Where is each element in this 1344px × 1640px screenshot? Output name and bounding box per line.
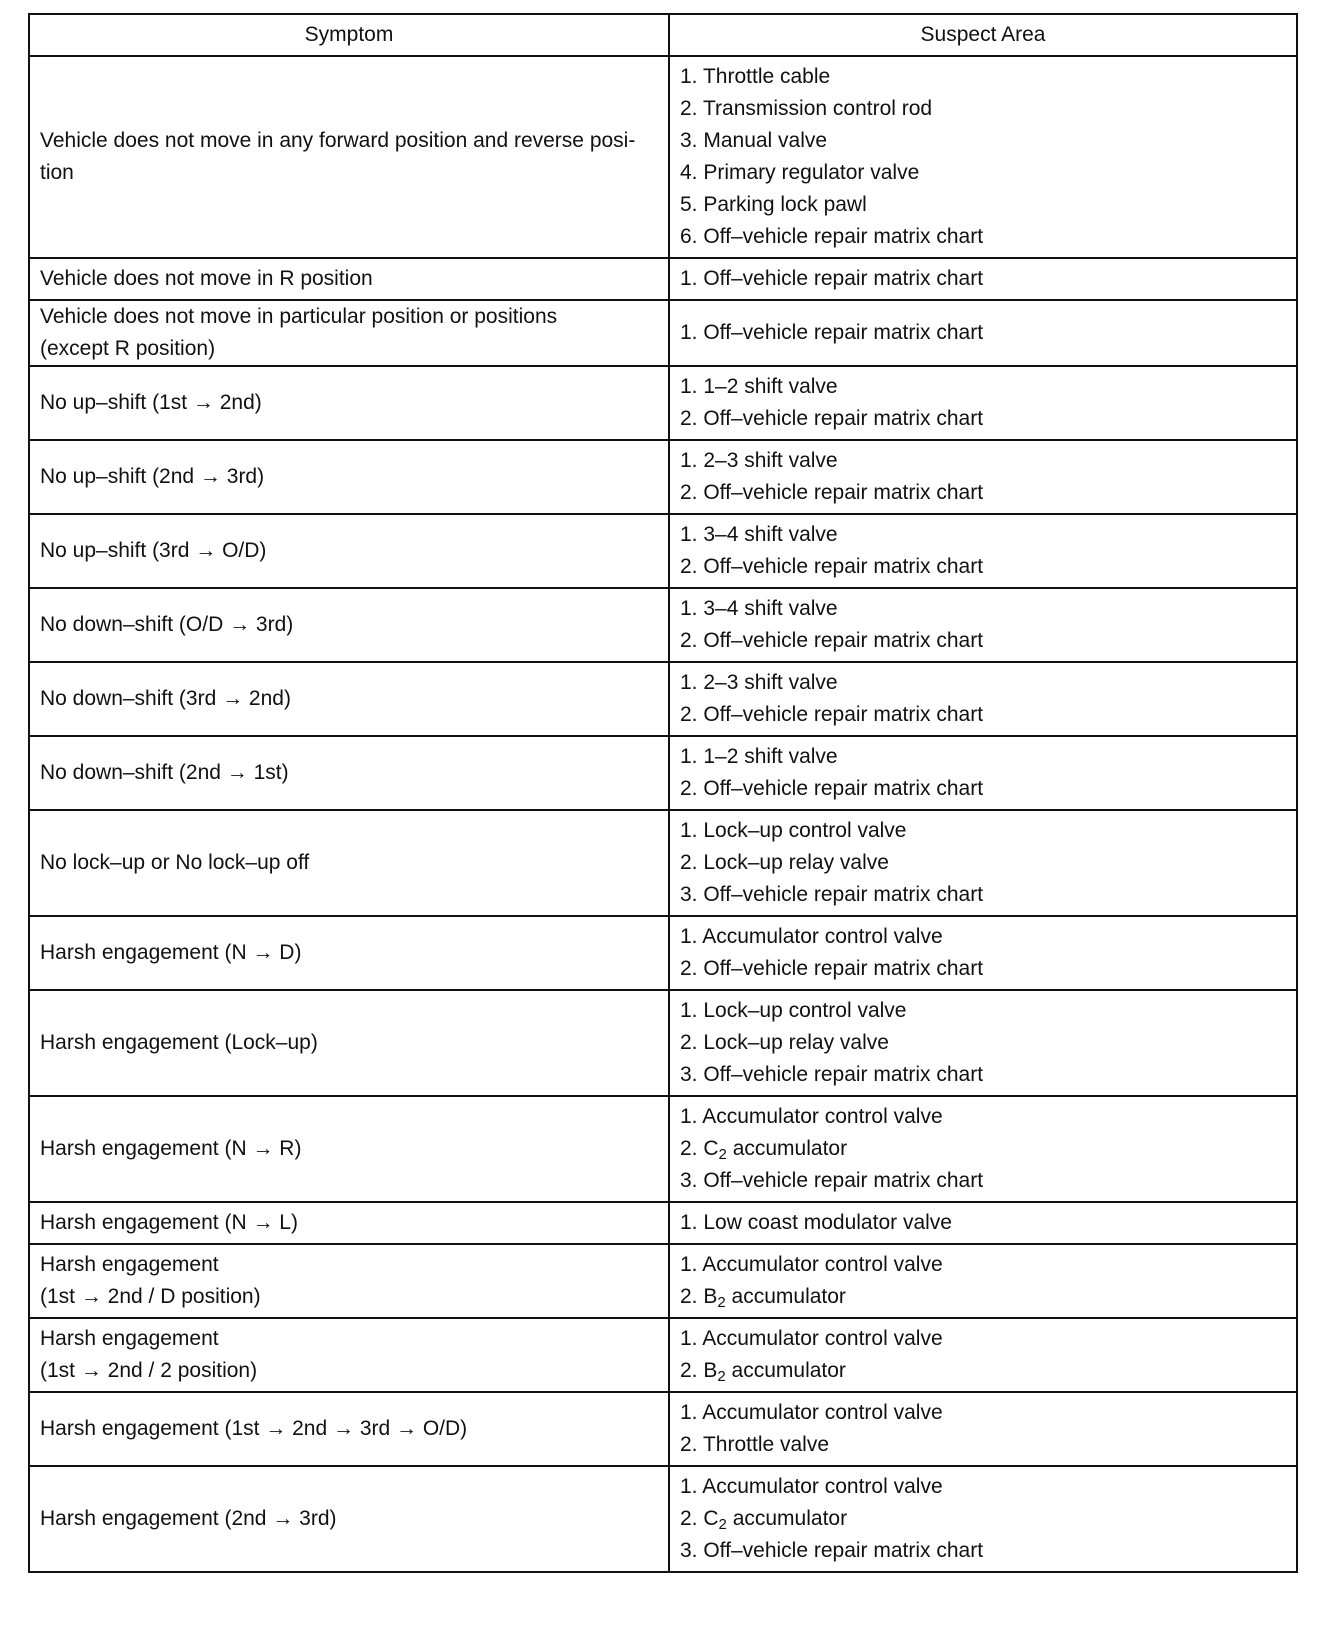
suspect-area-item: 1. 2–3 shift valve — [680, 671, 838, 694]
suspect-area-cell — [669, 1202, 1297, 1244]
suspect-area-item: 2. Throttle valve — [680, 1433, 830, 1456]
suspect-area-item: 1. Off–vehicle repair matrix chart — [680, 267, 984, 290]
suspect-area-item: 2. Off–vehicle repair matrix chart — [680, 629, 984, 652]
suspect-area-item: 3. Off–vehicle repair matrix chart — [680, 883, 984, 906]
suspect-area-cell — [669, 1096, 1297, 1202]
suspect-area-cell — [669, 736, 1297, 810]
suspect-area-item: 1. 3–4 shift valve — [680, 597, 838, 620]
table-row — [29, 300, 1297, 366]
suspect-area-item: 1. Low coast modulator valve — [680, 1211, 952, 1234]
suspect-area-item: 1. Accumulator control valve — [680, 1327, 943, 1350]
suspect-area-cell — [669, 662, 1297, 736]
symptom-column-header: Symptom — [29, 14, 669, 56]
table-row — [29, 440, 1297, 514]
suspect-area-item: 2. Off–vehicle repair matrix chart — [680, 407, 984, 430]
symptom-cell: Harsh engagement (N → R) — [29, 1096, 669, 1202]
suspect-area-item: 2. $C_2$ accumulator — [680, 1137, 848, 1163]
suspect-area-item: 2. $B_2$ accumulator — [680, 1359, 846, 1385]
symptom-cell: Harsh engagement (1st → 2nd → 3rd → O/D) — [29, 1392, 669, 1466]
suspect-area-cell — [669, 258, 1297, 300]
symptom-cell: No up–shift (2nd → 3rd) — [29, 440, 669, 514]
suspect-area-item: 2. $C_2$ accumulator — [680, 1507, 848, 1533]
symptom-cell: No lock–up or No lock–up off — [29, 810, 669, 916]
suspect-area-item: 3. Off–vehicle repair matrix chart — [680, 1539, 984, 1562]
suspect-area-item: 1. Off–vehicle repair matrix chart — [680, 321, 984, 344]
table-row — [29, 1392, 1297, 1466]
suspect-area-item: 1. Accumulator control valve — [680, 1105, 943, 1128]
header-row — [29, 14, 1297, 56]
suspect-area-item: 2. Off–vehicle repair matrix chart — [680, 481, 984, 504]
suspect-area-item: 2. Lock–up relay valve — [680, 1031, 889, 1054]
suspect-area-item: 1. 1–2 shift valve — [680, 745, 838, 768]
suspect-area-item: 1. Accumulator control valve — [680, 1401, 943, 1424]
table-row — [29, 258, 1297, 300]
table-row — [29, 588, 1297, 662]
suspect-area-cell — [669, 440, 1297, 514]
suspect-area-cell — [669, 366, 1297, 440]
suspect-area-item: 5. Parking lock pawl — [680, 193, 867, 216]
suspect-area-column-header: Suspect Area — [669, 14, 1297, 56]
suspect-area-cell — [669, 1318, 1297, 1392]
table-row — [29, 736, 1297, 810]
suspect-area-cell — [669, 1466, 1297, 1572]
suspect-area-item: 2. Off–vehicle repair matrix chart — [680, 703, 984, 726]
suspect-area-cell — [669, 990, 1297, 1096]
suspect-area-item: 1. Accumulator control valve — [680, 925, 943, 948]
suspect-area-item: 1. 2–3 shift valve — [680, 449, 838, 472]
suspect-area-item: 1. Lock–up control valve — [680, 819, 907, 842]
symptom-cell: Vehicle does not move in any forward position and reverse posi- tion — [29, 56, 669, 258]
table-row — [29, 1466, 1297, 1572]
table-row — [29, 662, 1297, 736]
suspect-area-item: 1. Throttle cable — [680, 65, 831, 88]
suspect-area-item: 2. Off–vehicle repair matrix chart — [680, 555, 984, 578]
suspect-area-cell — [669, 514, 1297, 588]
suspect-area-item: 1. 3–4 shift valve — [680, 523, 838, 546]
table-row — [29, 366, 1297, 440]
suspect-area-item: 1. 1–2 shift valve — [680, 375, 838, 398]
table-row — [29, 1096, 1297, 1202]
symptom-cell: No down–shift (O/D → 3rd) — [29, 588, 669, 662]
suspect-area-cell — [669, 1392, 1297, 1466]
symptom-cell: Harsh engagement (1st → 2nd / D position) — [29, 1244, 669, 1318]
suspect-area-item: 6. Off–vehicle repair matrix chart — [680, 225, 984, 248]
table-row — [29, 1244, 1297, 1318]
suspect-area-item: 4. Primary regulator valve — [680, 161, 920, 184]
suspect-area-cell — [669, 916, 1297, 990]
symptom-cell: No down–shift (3rd → 2nd) — [29, 662, 669, 736]
suspect-area-item: 2. Lock–up relay valve — [680, 851, 889, 874]
suspect-area-item: 1. Lock–up control valve — [680, 999, 907, 1022]
suspect-area-item: 2. Off–vehicle repair matrix chart — [680, 957, 984, 980]
suspect-area-item: 3. Manual valve — [680, 129, 828, 152]
suspect-area-item: 2. Transmission control rod — [680, 97, 933, 120]
table-body — [29, 56, 1297, 1572]
symptom-cell: Harsh engagement (Lock–up) — [29, 990, 669, 1096]
table-row — [29, 56, 1297, 258]
symptom-cell: No up–shift (3rd → O/D) — [29, 514, 669, 588]
suspect-area-cell — [669, 810, 1297, 916]
table-row — [29, 810, 1297, 916]
symptom-cell: Harsh engagement (1st → 2nd / 2 position) — [29, 1318, 669, 1392]
symptom-cell: Harsh engagement (N → L) — [29, 1202, 669, 1244]
table-row — [29, 514, 1297, 588]
table-row — [29, 916, 1297, 990]
suspect-area-cell — [669, 56, 1297, 258]
table-row — [29, 1202, 1297, 1244]
symptom-cell: No down–shift (2nd → 1st) — [29, 736, 669, 810]
symptom-cell: No up–shift (1st → 2nd) — [29, 366, 669, 440]
suspect-area-item: 2. Off–vehicle repair matrix chart — [680, 777, 984, 800]
suspect-area-cell — [669, 588, 1297, 662]
suspect-area-cell — [669, 1244, 1297, 1318]
suspect-area-item: 1. Accumulator control valve — [680, 1253, 943, 1276]
symptom-cell: Vehicle does not move in particular position or positions (except R position) — [29, 300, 669, 366]
symptom-cell: Harsh engagement (N → D) — [29, 916, 669, 990]
suspect-area-item: 1. Accumulator control valve — [680, 1475, 943, 1498]
suspect-area-cell — [669, 300, 1297, 366]
symptom-cell: Harsh engagement (2nd → 3rd) — [29, 1466, 669, 1572]
symptom-table — [28, 13, 1298, 1573]
table-row — [29, 1318, 1297, 1392]
suspect-area-item: 2. $B_2$ accumulator — [680, 1285, 846, 1311]
table-row — [29, 990, 1297, 1096]
symptom-cell: Vehicle does not move in R position — [29, 258, 669, 300]
suspect-area-item: 3. Off–vehicle repair matrix chart — [680, 1063, 984, 1086]
suspect-area-item: 3. Off–vehicle repair matrix chart — [680, 1169, 984, 1192]
